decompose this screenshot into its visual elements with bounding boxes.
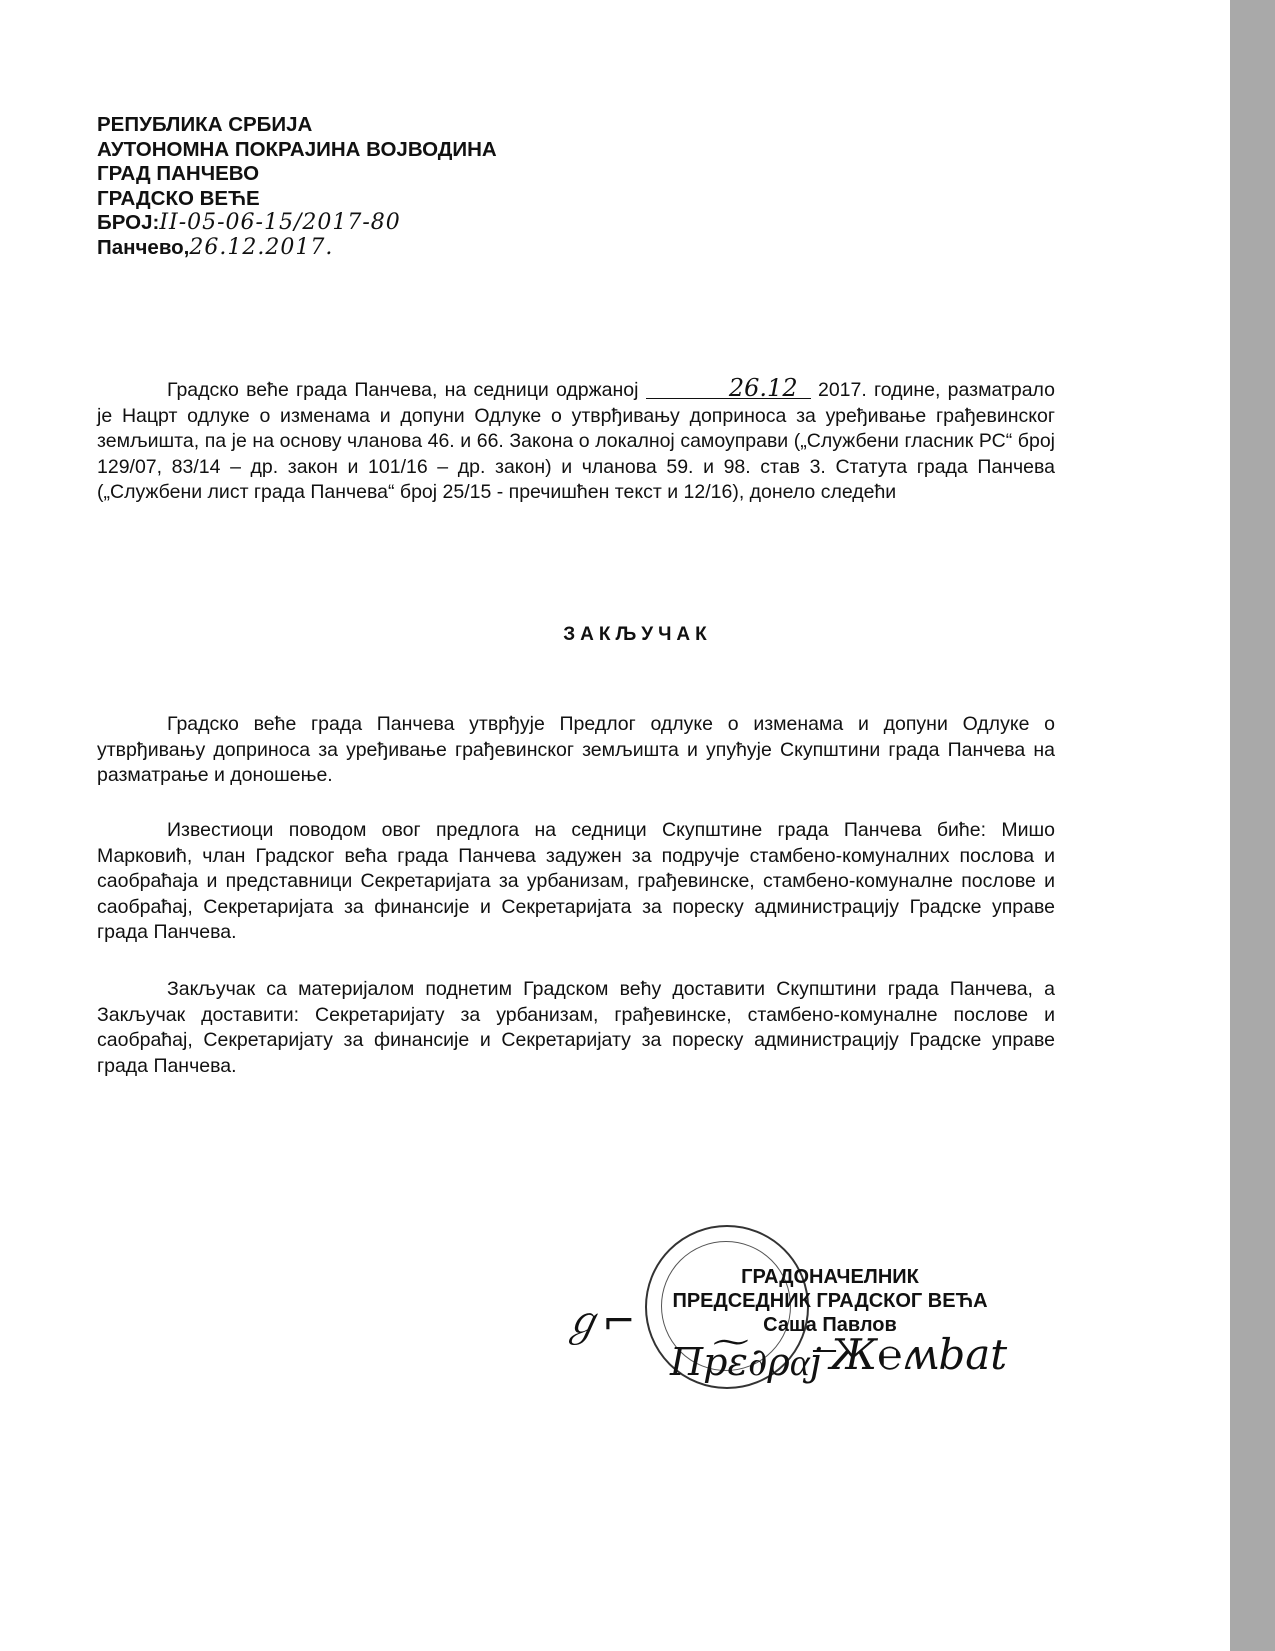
session-date-handwritten: 26.12 — [646, 378, 811, 399]
handwritten-signature: Пр͠ε∂ρα͞ј — [670, 1340, 822, 1384]
paragraph: Градско веће града Панчева утврђује Предлог одлуке о изменама и допуни Одлуке о утврђивању доприноса за уређивање грађевинског земљишта и упућује Скупштини града Панчева на разматрање и доношење. — [97, 713, 1055, 786]
document-header — [97, 113, 497, 260]
document-title: ЗАКЉУЧАК — [563, 624, 712, 645]
handwritten-signature: Ж℮ʍbat — [830, 1330, 1008, 1379]
scan-edge — [1230, 0, 1275, 1651]
reference-number — [97, 211, 497, 236]
signatory-name: Саша Павлов — [763, 1314, 897, 1336]
number-handwritten: II-05-06-15/2017-80 — [159, 210, 401, 235]
signature-block — [640, 1265, 1020, 1337]
header-line: РЕПУБЛИКА СРБИЈА — [97, 113, 313, 136]
header-line: АУТОНОМНА ПОКРАЈИНА ВОЈВОДИНА — [97, 137, 497, 161]
initials-signature: ℊ⌐ — [562, 1299, 636, 1345]
header-line: ГРАД ПАНЧЕВО — [97, 162, 260, 185]
paragraph: Закључак са материјалом поднетим Градском већу доставити Скупштини града Панчева, а Закључак доставити: Секретаријату за урбанизам, грађевинске, стамбено-комуналне послове и саобраћај, Секретаријату за финансије и Секретаријату за пореску администрацију Градске управе града Панчева. — [97, 978, 1055, 1077]
date-handwritten: 26.12.2017. — [189, 234, 334, 260]
signature-role: ПРЕДСЕДНИК ГРАДСКОГ ВЕЋА — [672, 1290, 988, 1312]
place-label: Панчево, — [97, 235, 190, 259]
paragraph: Известиоци поводом овог предлога на седници Скупштине града Панчева биће: Мишо Марковић, члан Градског већа града Панчева задужен за подручје стамбено-комуналних послова и саобраћаја и представници Секретаријата за урбанизам, грађевинске, стамбено-комуналне послове и саобраћај, Секретаријата за финансије и Секретаријата за пореску администрацију Градске управе града Панчева. — [97, 819, 1055, 943]
header-line: ГРАДСКО ВЕЋЕ — [97, 186, 260, 210]
place-date — [97, 236, 497, 261]
number-label: БРОЈ: — [97, 211, 160, 234]
signature-title: ГРАДОНАЧЕЛНИК — [741, 1266, 919, 1288]
intro-text-end: 2017. године, разматрало је Нацрт одлуке о изменама и допуни Одлуке о утврђивању доприноса за уређивање грађевинског земљишта, па је на основу чланова 46. и 66. Закона о локалној самоуправи („Службени гласник РС“ број 129/07, 83/14 – др. закон и 101/16 – др. закон) и чланова 59. и 98. став 3. Статута града Панчева („Службени лист града Панчева“ број 25/15 - пречишћен текст и 12/16), донело следећи — [97, 379, 1055, 503]
intro-text-start: Градско веће града Панчева, на седници одржаној — [167, 379, 646, 401]
intro-paragraph — [97, 374, 1055, 506]
